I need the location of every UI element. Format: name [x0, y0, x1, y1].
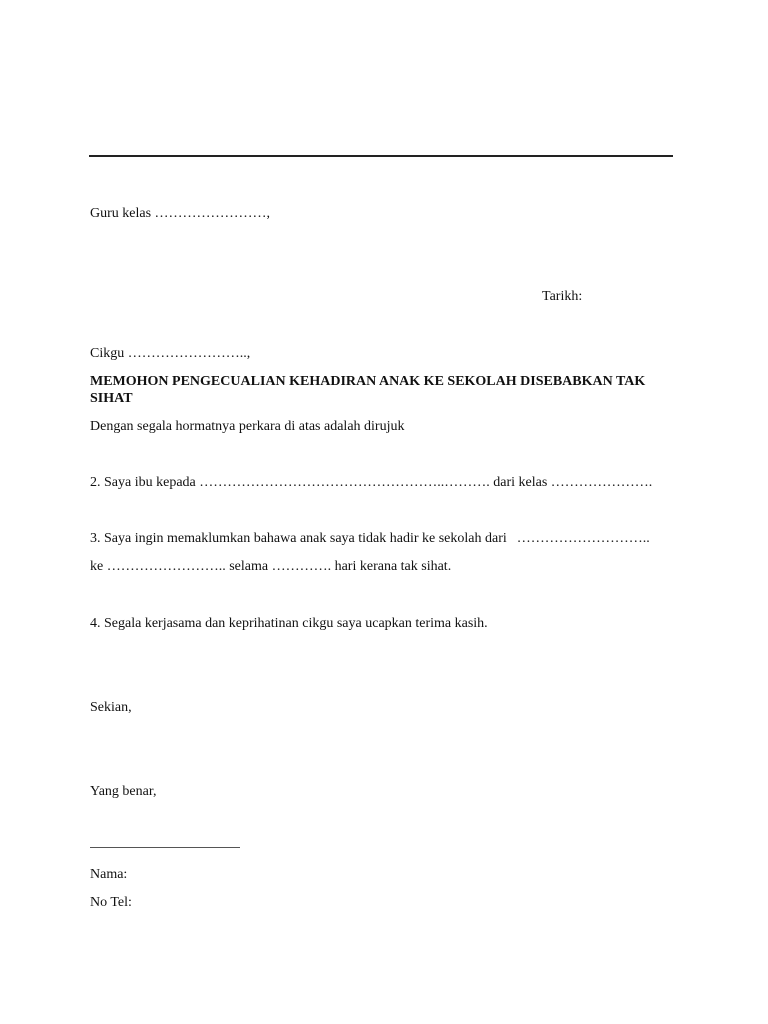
paragraph-3-text: 3. Saya ingin memaklumkan bahawa anak saya tidak hadir ke sekolah dari [90, 531, 507, 546]
recipient-line: Guru kelas ……………………, [90, 206, 271, 221]
paragraph-3-line-2: ke …………………….. selama …………. hari kerana tak sihat. [90, 559, 452, 574]
signature-line [90, 847, 240, 848]
sign-off: Yang benar, [90, 784, 157, 799]
paragraph-3-blank: ……………………….. [516, 531, 650, 546]
paragraph-4: 4. Segala kerjasama dan keprihatinan cikgu saya ucapkan terima kasih. [90, 616, 488, 631]
letter-subject: MEMOHON PENGECUALIAN KEHADIRAN ANAK KE SEKOLAH DISEBABKAN TAK SIHAT [90, 374, 646, 406]
opening-sentence: Dengan segala hormatnya perkara di atas adalah dirujuk [90, 419, 405, 434]
closing: Sekian, [90, 700, 132, 715]
paragraph-2: 2. Saya ibu kepada ……………………………………………..………. dari kelas …………………. [90, 475, 653, 490]
header-divider [89, 155, 673, 157]
paragraph-3-line-1 [90, 530, 650, 548]
date-label: Tarikh: [542, 289, 583, 304]
name-label: Nama: [90, 867, 128, 882]
salutation: Cikgu …………………….., [90, 346, 251, 361]
phone-label: No Tel: [90, 895, 132, 910]
